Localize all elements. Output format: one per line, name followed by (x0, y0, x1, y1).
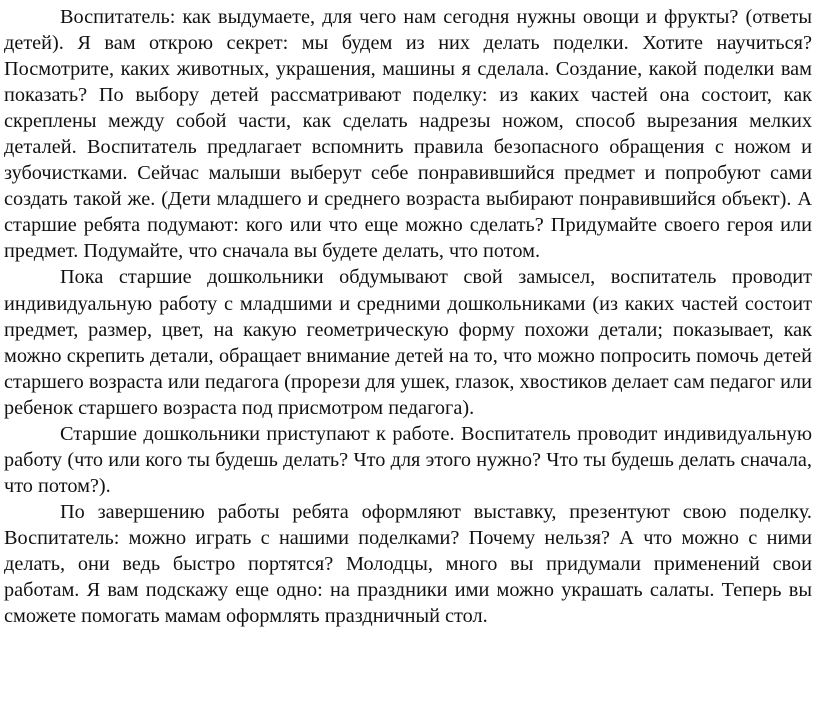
paragraph-teacher-intro: Воспитатель: как выдумаете, для чего нам сегодня нужны овощи и фрукты? (ответы детей). Я вам открою секрет: мы будем из них делать поделки. Хотите научиться? Посмотрите, каких животных, украшения, машины я сделала. Создание, какой поделки вам показать? По выбору детей рассматривают поделку: из каких частей она состоит, как скреплены между собой части, как сделать надрезы ножом, способ вырезания мелких деталей. Воспитатель предлагает вспомнить правила безопасного обращения с ножом и зубочистками. Сейчас малыши выберут себе понравившийся предмет и попробуют сами создать такой же. (Дети младшего и среднего возраста выбирают понравившийся объект). А старшие ребята подумают: кого или что еще можно сделать? Придумайте своего героя или предмет. Подумайте, что сначала вы будете делать, что потом. (4, 6, 812, 263)
paragraph-older-children: Старшие дошкольники приступают к работе. Воспитатель проводит индивидуальную работу (что или кого ты будешь делать? Что для этого нужно? Что ты будешь делать сначала, что потом?). (4, 422, 812, 497)
paragraph-individual-work: Пока старшие дошкольники обдумывают свой замысел, воспитатель проводит индивидуальную работу с младшими и средними дошкольниками (из каких частей состоит предмет, размер, цвет, на какую геометрическую форму похожи детали; показывает, как можно скрепить детали, обращает внимание детей на то, что можно попросить помочь детей старшего возраста или педагога (прорези для ушек, глазок, хвостиков делает сам педагог или ребенок старшего возраста под присмотром педагога). (4, 266, 812, 419)
paragraph-exhibition: По завершению работы ребята оформляют выставку, презентуют свою поделку. Воспитатель: можно играть с нашими поделками? Почему нельзя? А что можно с ними делать, они ведь быстро портятся? Молодцы, много вы придумали применений свои работам. Я вам подскажу еще одно: на праздники ими можно украшать салаты. Теперь вы сможете помогать мамам оформлять праздничный стол. (4, 500, 812, 628)
